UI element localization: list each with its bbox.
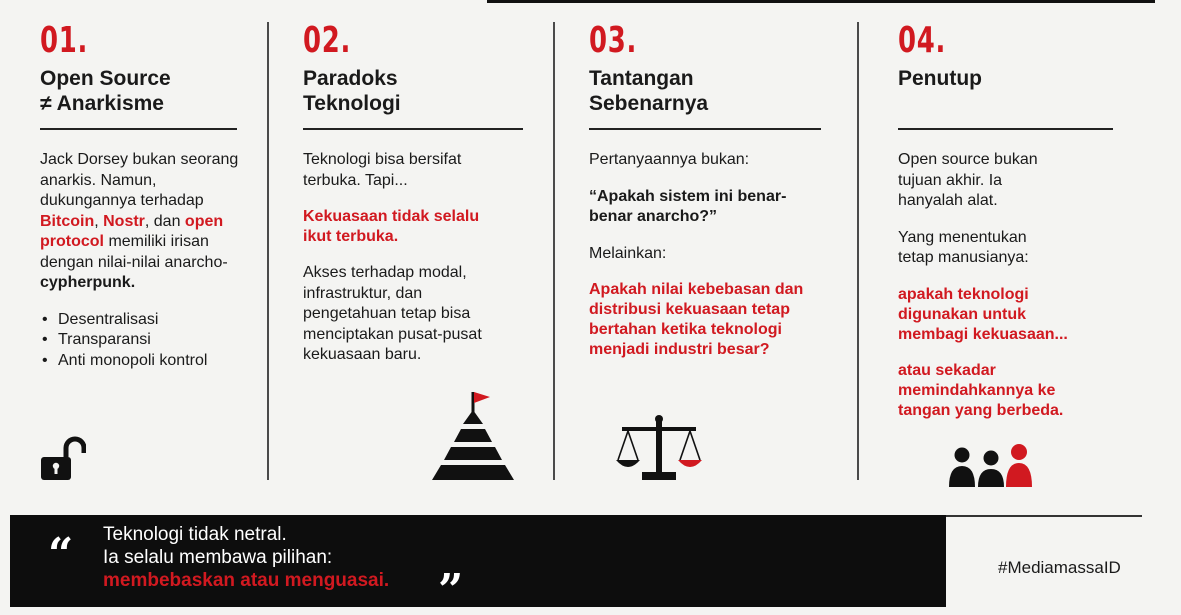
highlight-text: atau sekadar memindahkannya ke tangan yang berbeda. bbox=[898, 361, 1064, 419]
column-tantangan bbox=[589, 20, 829, 480]
column-divider bbox=[267, 22, 269, 480]
column-penutup bbox=[898, 20, 1128, 480]
section-number: 02. bbox=[303, 20, 352, 61]
pyramid-flag-icon bbox=[430, 390, 516, 482]
bullet-list bbox=[40, 310, 255, 372]
unlock-icon bbox=[40, 436, 86, 482]
quote-line: Ia selalu membawa pilihan: bbox=[103, 547, 333, 568]
quote-text bbox=[103, 523, 389, 592]
quote-box bbox=[10, 515, 946, 615]
people-group-icon bbox=[948, 440, 1034, 488]
body-text: , bbox=[94, 212, 104, 230]
bullet-item: • Desentralisasi bbox=[40, 310, 255, 331]
body-text: memiliki irisan dengan nilai-nilai anarcho- bbox=[40, 233, 228, 271]
section-body bbox=[898, 150, 1128, 421]
section-number: 03. bbox=[589, 20, 638, 61]
bold-cypherpunk: cypherpunk. bbox=[40, 274, 136, 291]
section-rule bbox=[589, 128, 821, 130]
open-quote-icon: “ bbox=[48, 529, 74, 580]
section-title: Penutup bbox=[898, 67, 982, 90]
body-text: Open source bukan tujuan akhir. Ia hanyalah alat. bbox=[898, 151, 1038, 209]
scale-icon bbox=[614, 414, 704, 482]
highlight-open-protocol: open protocol bbox=[40, 212, 224, 250]
section-body bbox=[303, 150, 533, 366]
column-divider bbox=[553, 22, 555, 480]
section-title: Tantangan Sebenarnya bbox=[589, 67, 709, 115]
body-text: Yang menentukan tetap manusianya: bbox=[898, 228, 1029, 266]
bottom-divider bbox=[946, 515, 1142, 517]
body-text: Pertanyaannya bukan: bbox=[589, 151, 750, 168]
body-text: , dan bbox=[144, 212, 185, 230]
column-divider bbox=[857, 22, 859, 480]
body-text: Teknologi bisa bersifat terbuka. Tapi... bbox=[303, 151, 462, 189]
section-title: Open Source ≠ Anarkisme bbox=[40, 67, 171, 115]
section-body bbox=[589, 150, 829, 360]
highlight-text: Kekuasaan tidak selalu ikut terbuka. bbox=[303, 208, 480, 245]
question-text: “Apakah sistem ini benar-benar anarcho?” bbox=[589, 187, 787, 225]
section-number: 01. bbox=[40, 20, 89, 61]
body-text: Akses terhadap modal, infrastruktur, dan pengetahuan tetap bisa menciptakan pusat-pusat kekuasaan baru. bbox=[303, 264, 482, 363]
body-text: Melainkan: bbox=[589, 244, 667, 262]
section-rule bbox=[40, 128, 237, 130]
highlight-text: Apakah nilai kebebasan dan distribusi kekuasaan tetap bertahan ketika teknologi menjadi industri besar? bbox=[589, 281, 804, 358]
column-open-source bbox=[40, 20, 255, 480]
hashtag: #MediamassaID bbox=[998, 558, 1121, 577]
section-title: Paradoks Teknologi bbox=[303, 67, 401, 115]
quote-highlight: membebaskan atau menguasai. bbox=[103, 570, 390, 591]
bullet-item: • Transparansi bbox=[40, 330, 255, 351]
section-number: 04. bbox=[898, 20, 947, 61]
section-body bbox=[40, 150, 255, 371]
highlight-nostr: Nostr bbox=[103, 212, 145, 230]
top-divider bbox=[487, 0, 1155, 3]
highlight-text: apakah teknologi digunakan untuk membagi kekuasaan... bbox=[898, 285, 1068, 343]
section-rule bbox=[898, 128, 1113, 130]
quote-line: Teknologi tidak netral. bbox=[103, 524, 287, 545]
section-rule bbox=[303, 128, 523, 130]
highlight-bitcoin: Bitcoin bbox=[40, 212, 95, 230]
bullet-item: • Anti monopoli kontrol bbox=[40, 351, 255, 372]
close-quote-icon: ” bbox=[438, 565, 464, 615]
body-text: Jack Dorsey bukan seorang anarkis. Namun, dukungannya terhadap bbox=[40, 151, 239, 209]
